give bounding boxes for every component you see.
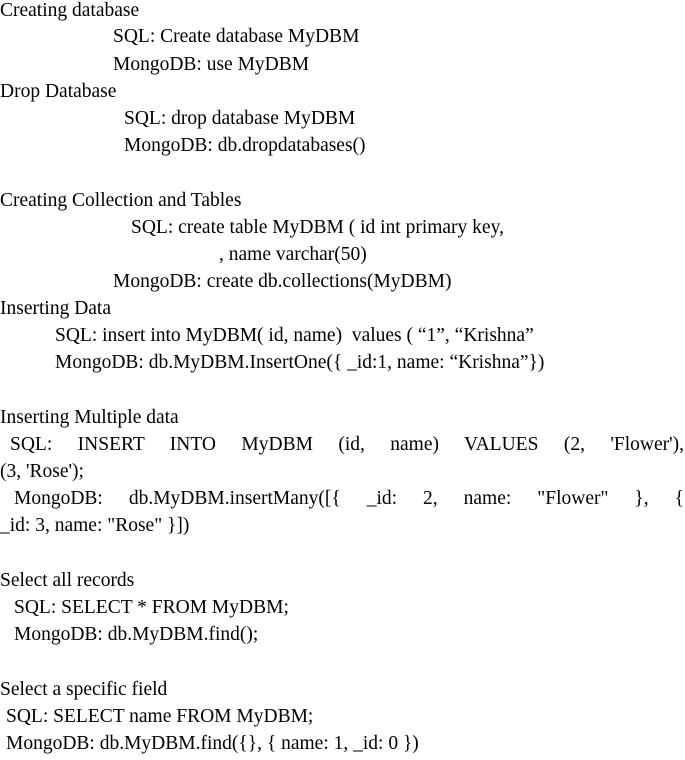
- mongodb-find-field: MongoDB: db.MyDBM.find({}, { name: 1, _id: 0 }): [6, 733, 419, 754]
- sql-create-table-line1: SQL: create table MyDBM ( id int primary key,: [131, 217, 504, 238]
- sql-insert-many-line2: (3, 'Rose');: [0, 461, 84, 482]
- mongodb-find-all: MongoDB: db.MyDBM.find();: [14, 624, 259, 645]
- mongodb-insert-one: MongoDB: db.MyDBM.InsertOne({ _id:1, name: “Krishna”}): [55, 352, 545, 373]
- section-heading-inserting-data: Inserting Data: [0, 298, 112, 319]
- section-heading-select-field: Select a specific field: [0, 679, 168, 700]
- sql-insert-many-line1: SQL: INSERT INTO MyDBM (id, name) VALUES (2, 'Flower'),: [10, 434, 684, 455]
- mongodb-use-database: MongoDB: use MyDBM: [113, 54, 310, 75]
- sql-select-field: SQL: SELECT name FROM MyDBM;: [6, 706, 314, 727]
- section-heading-create-collection: Creating Collection and Tables: [0, 190, 242, 211]
- mongodb-insert-many-line2: _id: 3, name: "Rose" }]): [0, 515, 190, 536]
- section-heading-drop-database: Drop Database: [0, 81, 117, 102]
- mongodb-insert-many-line1: MongoDB: db.MyDBM.insertMany([{ _id: 2, name: "Flower" }, {: [14, 488, 684, 509]
- sql-drop-database: SQL: drop database MyDBM: [124, 108, 356, 129]
- section-heading-inserting-multiple: Inserting Multiple data: [0, 407, 179, 428]
- sql-insert-one: SQL: insert into MyDBM( id, name) values ( “1”, “Krishna”: [55, 325, 534, 346]
- section-heading-create-database: Creating database: [0, 0, 140, 21]
- sql-select-all: SQL: SELECT * FROM MyDBM;: [14, 597, 289, 618]
- section-heading-select-all: Select all records: [0, 570, 135, 591]
- mongodb-drop-database: MongoDB: db.dropdatabases(): [124, 135, 366, 156]
- sql-create-database: SQL: Create database MyDBM: [113, 26, 360, 47]
- mongodb-create-collection: MongoDB: create db.collections(MyDBM): [113, 271, 452, 292]
- sql-create-table-line2: , name varchar(50): [219, 244, 367, 265]
